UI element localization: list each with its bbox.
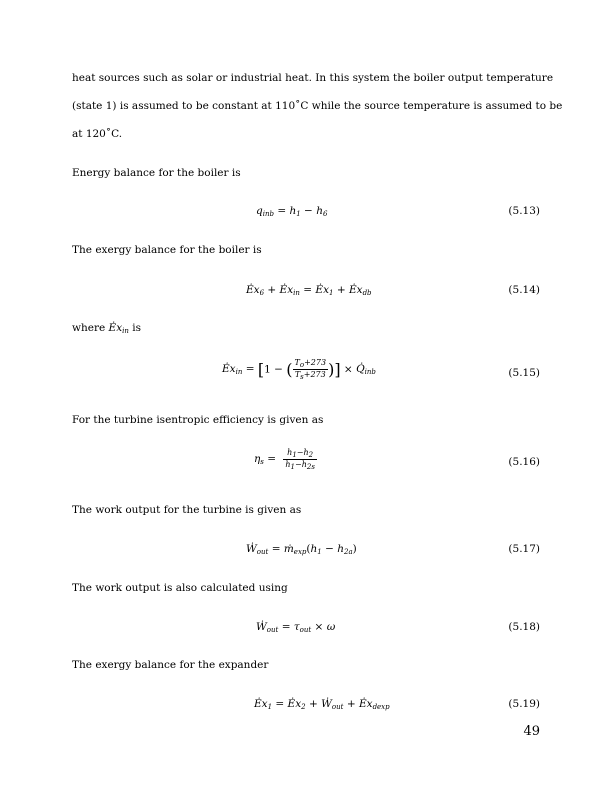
- equation-number-5-15: (5.15): [508, 367, 540, 379]
- page-number: 49: [523, 724, 540, 739]
- paragraph-energy-balance: Energy balance for the boiler is: [72, 167, 241, 179]
- paragraph-line-1: heat sources such as solar or industrial heat. In this system the boiler output temperature: [72, 72, 554, 84]
- where-symbol: $Ėx_{in}$: [108, 322, 129, 335]
- equation-number-5-17: (5.17): [508, 543, 540, 555]
- where-suffix: is: [132, 322, 141, 334]
- paragraph-line-2: (state 1) is assumed to be constant at 110˚C while the source temperature is assumed to be: [72, 100, 563, 112]
- paragraph-exergy-balance: The exergy balance for the boiler is: [72, 244, 262, 256]
- equation-5-16: $\eta_s$ = $\frac{h_1-h_2}{h_1-h_{2s}}$: [254, 448, 315, 471]
- paragraph-where: [72, 322, 141, 335]
- equation-number-5-16: (5.16): [508, 456, 540, 468]
- equation-5-17: $Ẇ_{out}$ = $ṁ_{exp}(h_1 - h_{2a})$: [246, 543, 357, 556]
- equation-number-5-13: (5.13): [508, 205, 540, 217]
- where-prefix: where: [72, 322, 106, 334]
- paragraph-turbine-efficiency: For the turbine isentropic efficiency is given as: [72, 414, 324, 426]
- paragraph-work-output-calc: The work output is also calculated using: [72, 582, 288, 594]
- equation-5-13: $q_{inb} = h_1 - h_6$: [256, 205, 328, 218]
- equation-5-18: $Ẇ_{out} = \tau_{out} \times \omega$: [256, 621, 336, 634]
- equation-5-19: $Ėx_1$ = $Ėx_2$ + $Ẇ_{out}$ + $Ėx_{dexp}$: [254, 698, 390, 711]
- equation-5-15: $Ėx_{in} = [1$ − ( $\frac{T_o+273}{T_s+273}$ )] × $Q̇_{inb}$: [222, 358, 376, 381]
- equation-number-5-14: (5.14): [508, 284, 540, 296]
- equation-number-5-19: (5.19): [508, 698, 540, 710]
- paragraph-work-output: The work output for the turbine is given as: [72, 504, 302, 516]
- equation-number-5-18: (5.18): [508, 621, 540, 633]
- paragraph-expander-exergy: The exergy balance for the expander: [72, 659, 269, 671]
- equation-5-14: $Ėx_6$ + $Ėx_{in}$ = $Ėx_1$ + $Ėx_{db}$: [246, 284, 372, 297]
- paragraph-line-3: at 120˚C.: [72, 128, 123, 140]
